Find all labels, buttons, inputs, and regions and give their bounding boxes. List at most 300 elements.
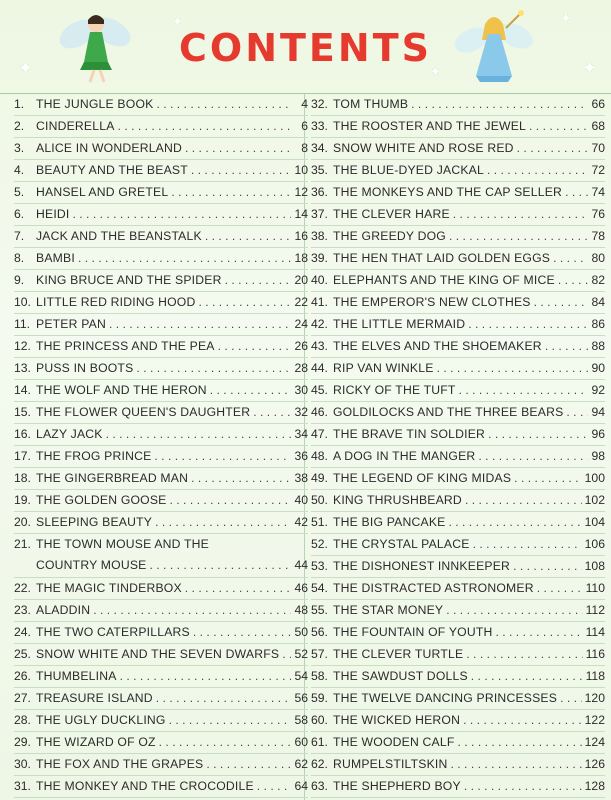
entry-number: 6. [14, 207, 25, 221]
entry-page-number: 16 [294, 229, 308, 243]
entry-page-number: 82 [591, 273, 605, 287]
entry-page-number: 74 [591, 185, 605, 199]
toc-entry[interactable] [311, 644, 605, 666]
toc-entry[interactable] [14, 248, 308, 270]
entry-number: 37. [311, 207, 328, 221]
dot-leader [218, 336, 291, 357]
entry-page-number: 102 [584, 493, 605, 507]
toc-entry[interactable] [14, 688, 308, 710]
entry-number: 54. [311, 581, 328, 595]
entry-number: 48. [311, 449, 328, 463]
entry-title: THE TOWN MOUSE AND THE [36, 537, 210, 551]
entry-page-number: 62 [294, 757, 308, 771]
entry-title: JACK AND THE BEANSTALK [36, 229, 202, 243]
entry-title: KING THRUSHBEARD [333, 493, 462, 507]
entry-title: THE SHEPHERD BOY [333, 779, 461, 793]
toc-entry[interactable] [311, 380, 605, 402]
dot-leader [553, 248, 588, 269]
sparkle-icon: ✦ [172, 14, 183, 29]
entry-title: THE WOLF AND THE HERON [36, 383, 207, 397]
toc-entry[interactable] [311, 622, 605, 644]
entry-title: THE BIG PANCAKE [333, 515, 446, 529]
toc-entry[interactable] [311, 556, 605, 578]
dot-leader [205, 226, 291, 247]
toc-entry[interactable] [14, 292, 308, 314]
toc-entry[interactable] [14, 402, 308, 424]
entry-title: GOLDILOCKS AND THE THREE BEARS [333, 405, 564, 419]
dot-leader [453, 204, 588, 225]
entry-title: ALADDIN [36, 603, 91, 617]
entry-number: 42. [311, 317, 328, 331]
entry-page-number: 26 [294, 339, 308, 353]
entry-title: RIP VAN WINKLE [333, 361, 434, 375]
entry-number: 17. [14, 449, 31, 463]
toc-entry[interactable] [14, 578, 308, 600]
entry-page-number: 52 [294, 647, 308, 661]
dot-leader [451, 754, 582, 775]
entry-page-number: 122 [584, 713, 605, 727]
entry-page-number: 10 [294, 163, 308, 177]
entry-number: 21. [14, 537, 31, 551]
entry-title: THE GINGERBREAD MAN [36, 471, 189, 485]
toc-entry[interactable] [14, 160, 308, 182]
contents-column-right [311, 94, 605, 798]
entry-number: 53. [311, 559, 328, 573]
toc-entry[interactable] [311, 446, 605, 468]
entry-title: TOM THUMB [333, 97, 409, 111]
toc-entry[interactable] [311, 512, 605, 534]
toc-entry[interactable] [311, 688, 605, 710]
entry-page-number: 32 [294, 405, 308, 419]
entry-page-number: 22 [294, 295, 308, 309]
toc-entry[interactable] [14, 600, 308, 622]
dot-leader [534, 292, 588, 313]
toc-entry[interactable] [14, 380, 308, 402]
toc-entry[interactable] [311, 578, 605, 600]
dot-leader [459, 380, 588, 401]
entry-title: THUMBELINA [36, 669, 117, 683]
entry-number: 24. [14, 625, 31, 639]
entry-number: 15. [14, 405, 31, 419]
toc-entry[interactable] [311, 270, 605, 292]
entry-number: 35. [311, 163, 328, 177]
dot-leader [449, 226, 588, 247]
entry-title: THE ELVES AND THE SHOEMAKER [333, 339, 542, 353]
toc-entry[interactable] [311, 358, 605, 380]
dot-leader [565, 182, 588, 203]
dot-leader [478, 446, 588, 467]
entry-page-number: 36 [294, 449, 308, 463]
dot-leader [466, 644, 582, 665]
dot-leader [156, 94, 291, 115]
toc-entry[interactable] [311, 732, 605, 754]
entry-number: 51. [311, 515, 328, 529]
entry-title: THE DISTRACTED ASTRONOMER [333, 581, 534, 595]
toc-entry[interactable] [311, 666, 605, 688]
entry-page-number: 20 [294, 273, 308, 287]
toc-entry[interactable] [14, 468, 308, 490]
dot-leader [154, 446, 291, 467]
dot-leader [566, 402, 588, 423]
toc-entry[interactable] [14, 710, 308, 732]
entry-number: 63. [311, 779, 328, 793]
dot-leader [448, 512, 581, 533]
dot-leader [73, 204, 291, 225]
toc-entry[interactable] [311, 182, 605, 204]
entry-number: 27. [14, 691, 31, 705]
sparkle-icon: ✦ [560, 10, 572, 26]
entry-title: THE LEGEND OF KING MIDAS [333, 471, 512, 485]
entry-page-number: 12 [294, 185, 308, 199]
entry-number: 10. [14, 295, 31, 309]
dot-leader [206, 754, 291, 775]
toc-entry[interactable] [14, 644, 308, 666]
entry-title: RUMPELSTILTSKIN [333, 757, 448, 771]
entry-number: 2. [14, 119, 25, 133]
dot-leader [136, 358, 291, 379]
entry-page-number: 30 [294, 383, 308, 397]
entry-title: KING BRUCE AND THE SPIDER [36, 273, 222, 287]
toc-entry[interactable] [311, 314, 605, 336]
toc-entry[interactable] [14, 116, 308, 138]
entry-title: SLEEPING BEAUTY [36, 515, 153, 529]
entry-page-number: 86 [591, 317, 605, 331]
entry-page-number: 44 [294, 558, 308, 572]
entry-page-number: 110 [585, 581, 605, 595]
entry-page-number: 6 [301, 119, 308, 133]
entry-number: 52. [311, 537, 328, 551]
entry-number: 20. [14, 515, 31, 529]
dot-leader [106, 424, 291, 445]
entry-page-number: 92 [591, 383, 605, 397]
entry-number: 45. [311, 383, 328, 397]
entry-title: CINDERELLA [36, 119, 115, 133]
entry-number: 19. [14, 493, 31, 507]
entry-number: 12. [14, 339, 31, 353]
entry-number: 23. [14, 603, 31, 617]
entry-page-number: 90 [591, 361, 605, 375]
toc-entry[interactable] [311, 204, 605, 226]
dot-leader [150, 555, 292, 576]
entry-title: THE EMPEROR'S NEW CLOTHES [333, 295, 531, 309]
dot-leader [463, 710, 582, 731]
entry-page-number: 56 [294, 691, 308, 705]
dot-leader [155, 512, 291, 533]
entry-number: 62. [311, 757, 328, 771]
dot-leader [458, 732, 582, 753]
entry-title: THE GOLDEN GOOSE [36, 493, 167, 507]
entry-number: 41. [311, 295, 328, 309]
entry-number: 18. [14, 471, 31, 485]
toc-entry[interactable] [311, 490, 605, 512]
dot-leader [545, 336, 588, 357]
entry-page-number: 66 [591, 97, 605, 111]
entry-title: THE BRAVE TIN SOLDIER [333, 427, 486, 441]
entry-title: ALICE IN WONDERLAND [36, 141, 183, 155]
entry-title: TREASURE ISLAND [36, 691, 153, 705]
entry-number: 46. [311, 405, 328, 419]
entry-number: 40. [311, 273, 328, 287]
entry-number: 55. [311, 603, 328, 617]
dot-leader [185, 578, 291, 599]
entry-title: THE STAR MONEY [333, 603, 444, 617]
toc-entry[interactable] [311, 336, 605, 358]
toc-entry[interactable] [311, 226, 605, 248]
toc-entry[interactable] [14, 732, 308, 754]
toc-entry[interactable] [311, 468, 605, 490]
entry-page-number: 80 [591, 251, 605, 265]
entry-page-number: 14 [294, 207, 308, 221]
entry-number: 4. [14, 163, 25, 177]
entry-page-number: 112 [585, 603, 605, 617]
entry-page-number: 78 [591, 229, 605, 243]
dot-leader [253, 402, 291, 423]
dot-leader [514, 468, 581, 489]
entry-title: RICKY OF THE TUFT [333, 383, 456, 397]
entry-page-number: 108 [584, 559, 605, 573]
entry-number: 1. [14, 97, 25, 111]
entry-page-number: 106 [584, 537, 605, 551]
toc-entry[interactable] [311, 138, 605, 160]
dot-leader [488, 424, 588, 445]
entry-page-number: 72 [591, 163, 605, 177]
entry-number: 50. [311, 493, 328, 507]
toc-entry[interactable] [14, 270, 308, 292]
entry-number: 57. [311, 647, 328, 661]
entry-title: THE UGLY DUCKLING [36, 713, 166, 727]
entry-page-number: 58 [294, 713, 308, 727]
entry-page-number: 60 [294, 735, 308, 749]
entry-number: 33. [311, 119, 328, 133]
entry-page-number: 18 [294, 251, 308, 265]
toc-entry[interactable] [311, 402, 605, 424]
toc-entry[interactable] [311, 160, 605, 182]
toc-entry[interactable] [311, 116, 605, 138]
entry-page-number: 94 [591, 405, 605, 419]
entry-number: 26. [14, 669, 31, 683]
entry-number: 38. [311, 229, 328, 243]
entry-number: 34. [311, 141, 328, 155]
entry-title: THE WIZARD OF OZ [36, 735, 156, 749]
entry-title: THE TWO CATERPILLARS [36, 625, 190, 639]
entry-number: 59. [311, 691, 328, 705]
entry-title: THE WICKED HERON [333, 713, 461, 727]
toc-entry[interactable] [14, 138, 308, 160]
entry-title: LAZY JACK [36, 427, 103, 441]
entry-page-number: 40 [294, 493, 308, 507]
dot-leader [473, 534, 582, 555]
toc-entry[interactable] [14, 204, 308, 226]
dot-leader [225, 270, 291, 291]
toc-entry[interactable] [14, 512, 308, 534]
toc-entry[interactable] [14, 666, 308, 688]
dot-leader [517, 138, 588, 159]
entry-number: 39. [311, 251, 328, 265]
entry-page-number: 76 [591, 207, 605, 221]
entry-title: THE MONKEYS AND THE CAP SELLER [333, 185, 563, 199]
entry-title: THE LITTLE MERMAID [333, 317, 466, 331]
entry-title: A DOG IN THE MANGER [333, 449, 476, 463]
entry-title: THE BLUE-DYED JACKAL [333, 163, 484, 177]
entry-page-number: 98 [591, 449, 605, 463]
toc-entry[interactable] [311, 534, 605, 556]
dot-leader [118, 116, 291, 137]
dot-leader [495, 622, 582, 643]
toc-entry[interactable] [311, 776, 605, 798]
dot-leader [468, 314, 588, 335]
entry-title: PETER PAN [36, 317, 106, 331]
contents-column-left [14, 94, 308, 798]
entry-title-continued: COUNTRY MOUSE [36, 558, 147, 572]
entry-number: 31. [14, 779, 31, 793]
toc-entry[interactable] [14, 358, 308, 380]
entry-number: 61. [311, 735, 328, 749]
dot-leader [529, 116, 588, 137]
entry-title: HANSEL AND GRETEL [36, 185, 169, 199]
entry-page-number: 118 [585, 669, 605, 683]
entry-title: THE CRYSTAL PALACE [333, 537, 470, 551]
entry-page-number: 124 [584, 735, 605, 749]
entry-title: THE FOX AND THE GRAPES [36, 757, 204, 771]
entry-number: 25. [14, 647, 31, 661]
toc-entry[interactable] [14, 424, 308, 446]
dot-leader [464, 776, 582, 797]
entry-number: 13. [14, 361, 31, 375]
toc-entry[interactable] [14, 776, 308, 798]
entry-title: THE PRINCESS AND THE PEA [36, 339, 215, 353]
dot-leader [437, 358, 588, 379]
entry-title: THE ROOSTER AND THE JEWEL [333, 119, 527, 133]
entry-page-number: 84 [591, 295, 605, 309]
entry-page-number: 34 [294, 427, 308, 441]
entry-page-number: 38 [294, 471, 308, 485]
entry-page-number: 96 [591, 427, 605, 441]
entry-number: 8. [14, 251, 25, 265]
dot-leader [193, 622, 291, 643]
entry-number: 49. [311, 471, 328, 485]
entry-number: 3. [14, 141, 25, 155]
dot-leader [171, 182, 291, 203]
entry-number: 47. [311, 427, 328, 441]
dot-leader [159, 732, 291, 753]
dot-leader [191, 160, 291, 181]
entry-title: THE MAGIC TINDERBOX [36, 581, 182, 595]
dot-leader [198, 292, 291, 313]
entry-title: SNOW WHITE AND ROSE RED [333, 141, 514, 155]
entry-page-number: 54 [294, 669, 308, 683]
toc-entry[interactable] [14, 336, 308, 358]
dot-leader [93, 600, 291, 621]
entry-number: 5. [14, 185, 25, 199]
entry-title: THE FLOWER QUEEN'S DAUGHTER [36, 405, 251, 419]
dot-leader [210, 380, 291, 401]
dot-leader [170, 490, 291, 511]
toc-entry[interactable] [311, 248, 605, 270]
entry-title: THE CLEVER HARE [333, 207, 450, 221]
toc-entry[interactable] [14, 226, 308, 248]
entry-page-number: 50 [294, 625, 308, 639]
dot-leader [282, 644, 291, 665]
entry-number: 56. [311, 625, 328, 639]
entry-title: THE MONKEY AND THE CROCODILE [36, 779, 254, 793]
entry-title: LITTLE RED RIDING HOOD [36, 295, 196, 309]
toc-entry[interactable] [311, 710, 605, 732]
toc-entry[interactable] [14, 754, 308, 776]
toc-entry[interactable] [14, 182, 308, 204]
dot-leader [465, 490, 582, 511]
entry-number: 14. [14, 383, 31, 397]
entry-page-number: 42 [294, 515, 308, 529]
toc-entry[interactable] [14, 94, 308, 116]
entry-title: BAMBI [36, 251, 75, 265]
toc-entry[interactable] [14, 314, 308, 336]
entry-title: THE GREEDY DOG [333, 229, 446, 243]
entry-title: THE CLEVER TURTLE [333, 647, 464, 661]
dot-leader [169, 710, 291, 731]
entry-page-number: 88 [591, 339, 605, 353]
entry-page-number: 70 [591, 141, 605, 155]
entry-page-number: 4 [301, 97, 308, 111]
toc-entry[interactable] [14, 622, 308, 644]
dot-leader [537, 578, 583, 599]
entry-title: ELEPHANTS AND THE KING OF MICE [333, 273, 555, 287]
entry-number: 9. [14, 273, 25, 287]
dot-leader [120, 666, 291, 687]
dot-leader [446, 600, 582, 621]
dot-leader [560, 688, 582, 709]
entry-page-number: 100 [584, 471, 605, 485]
dot-leader [471, 666, 583, 687]
entry-title: THE SAWDUST DOLLS [333, 669, 468, 683]
dot-leader [257, 776, 291, 797]
dot-leader [156, 688, 291, 709]
toc-entry[interactable] [311, 424, 605, 446]
entry-number: 60. [311, 713, 328, 727]
entry-page-number: 114 [585, 625, 605, 639]
entry-number: 44. [311, 361, 328, 375]
sparkle-icon: ✦ [582, 58, 598, 78]
entry-page-number: 8 [301, 141, 308, 155]
entry-page-number: 64 [294, 779, 308, 793]
entry-title: THE HEN THAT LAID GOLDEN EGGS [333, 251, 551, 265]
entry-title: SNOW WHITE AND THE SEVEN DWARFS [36, 647, 280, 661]
entry-title: THE FROG PRINCE [36, 449, 152, 463]
entry-number: 29. [14, 735, 31, 749]
toc-entry[interactable] [311, 754, 605, 776]
entry-page-number: 104 [584, 515, 605, 529]
toc-entry[interactable] [311, 600, 605, 622]
entry-page-number: 68 [591, 119, 605, 133]
entry-title: THE TWELVE DANCING PRINCESSES [333, 691, 558, 705]
toc-entry[interactable] [14, 446, 308, 468]
toc-entry[interactable] [14, 490, 308, 512]
entry-title: BEAUTY AND THE BEAST [36, 163, 188, 177]
entry-title: HEIDI [36, 207, 70, 221]
toc-entry[interactable] [311, 292, 605, 314]
entry-title: THE FOUNTAIN OF YOUTH [333, 625, 493, 639]
entry-page-number: 48 [294, 603, 308, 617]
dot-leader [109, 314, 291, 335]
entry-number: 22. [14, 581, 31, 595]
entry-number: 7. [14, 229, 25, 243]
toc-entry[interactable] [311, 94, 605, 116]
sparkle-icon: ✦ [430, 64, 441, 79]
entry-title: THE JUNGLE BOOK [36, 97, 154, 111]
entry-page-number: 24 [294, 317, 308, 331]
toc-entry[interactable] [14, 534, 308, 578]
dot-leader [513, 556, 582, 577]
entry-number: 11. [14, 317, 31, 331]
